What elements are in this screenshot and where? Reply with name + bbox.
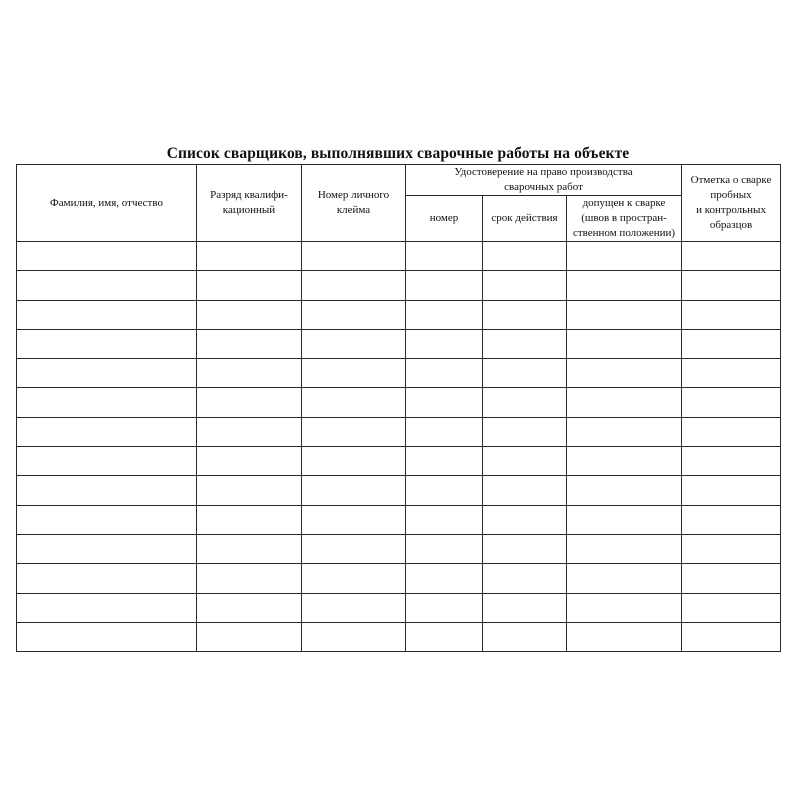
cell-test-samples[interactable] — [682, 271, 781, 300]
cell-full-name[interactable] — [17, 300, 197, 329]
cell-certificate-admitted[interactable] — [567, 300, 682, 329]
cell-test-samples[interactable] — [682, 300, 781, 329]
cell-certificate-validity[interactable] — [483, 388, 567, 417]
document-title: Список сварщиков, выполнявших сварочные работы на объекте — [166, 145, 630, 162]
cell-stamp-number[interactable] — [302, 242, 406, 271]
cell-stamp-number[interactable] — [302, 271, 406, 300]
header-certificate-group: Удостоверение на право производства сварочных работ — [406, 165, 682, 196]
cell-qualification[interactable] — [197, 593, 302, 622]
table-row — [17, 329, 781, 358]
header-qualification: Разряд квалифи- кационный — [197, 165, 302, 242]
cell-certificate-admitted[interactable] — [567, 622, 682, 651]
table-row — [17, 388, 781, 417]
cell-qualification[interactable] — [197, 622, 302, 651]
cell-stamp-number[interactable] — [302, 359, 406, 388]
cell-stamp-number[interactable] — [302, 476, 406, 505]
cell-qualification[interactable] — [197, 476, 302, 505]
table-row — [17, 417, 781, 446]
cell-stamp-number[interactable] — [302, 505, 406, 534]
header-certificate-number: номер — [406, 196, 483, 242]
cell-certificate-validity[interactable] — [483, 271, 567, 300]
cell-qualification[interactable] — [197, 534, 302, 563]
cell-certificate-admitted[interactable] — [567, 505, 682, 534]
table-row — [17, 593, 781, 622]
cell-full-name[interactable] — [17, 359, 197, 388]
cell-test-samples[interactable] — [682, 534, 781, 563]
welders-table — [16, 164, 781, 652]
cell-qualification[interactable] — [197, 447, 302, 476]
cell-test-samples[interactable] — [682, 476, 781, 505]
cell-test-samples[interactable] — [682, 388, 781, 417]
cell-certificate-validity[interactable] — [483, 242, 567, 271]
cell-certificate-number[interactable] — [406, 388, 483, 417]
cell-test-samples[interactable] — [682, 359, 781, 388]
cell-full-name[interactable] — [17, 417, 197, 446]
cell-certificate-admitted[interactable] — [567, 271, 682, 300]
cell-stamp-number[interactable] — [302, 388, 406, 417]
cell-full-name[interactable] — [17, 271, 197, 300]
cell-qualification[interactable] — [197, 271, 302, 300]
cell-test-samples[interactable] — [682, 593, 781, 622]
table-row — [17, 534, 781, 563]
cell-certificate-validity[interactable] — [483, 476, 567, 505]
cell-full-name[interactable] — [17, 534, 197, 563]
cell-certificate-validity[interactable] — [483, 359, 567, 388]
cell-certificate-admitted[interactable] — [567, 388, 682, 417]
cell-certificate-number[interactable] — [406, 359, 483, 388]
cell-certificate-validity[interactable] — [483, 505, 567, 534]
cell-test-samples[interactable] — [682, 622, 781, 651]
cell-certificate-admitted[interactable] — [567, 564, 682, 593]
table-row — [17, 271, 781, 300]
cell-certificate-admitted[interactable] — [567, 242, 682, 271]
table-body — [17, 242, 781, 652]
cell-test-samples[interactable] — [682, 329, 781, 358]
cell-qualification[interactable] — [197, 564, 302, 593]
cell-certificate-validity[interactable] — [483, 564, 567, 593]
table-row — [17, 476, 781, 505]
header-certificate-admitted: допущен к сварке (швов в простран- ственном положении) — [567, 196, 682, 242]
cell-certificate-number[interactable] — [406, 564, 483, 593]
cell-certificate-validity[interactable] — [483, 329, 567, 358]
cell-test-samples[interactable] — [682, 564, 781, 593]
cell-certificate-admitted[interactable] — [567, 593, 682, 622]
cell-certificate-admitted[interactable] — [567, 476, 682, 505]
cell-certificate-validity[interactable] — [483, 300, 567, 329]
table-row — [17, 622, 781, 651]
cell-certificate-number[interactable] — [406, 534, 483, 563]
cell-certificate-admitted[interactable] — [567, 329, 682, 358]
cell-stamp-number[interactable] — [302, 329, 406, 358]
header-certificate-validity: срок действия — [483, 196, 567, 242]
cell-stamp-number[interactable] — [302, 593, 406, 622]
cell-qualification[interactable] — [197, 242, 302, 271]
cell-full-name[interactable] — [17, 329, 197, 358]
cell-certificate-admitted[interactable] — [567, 417, 682, 446]
cell-full-name[interactable] — [17, 388, 197, 417]
table-row — [17, 300, 781, 329]
cell-stamp-number[interactable] — [302, 300, 406, 329]
cell-certificate-validity[interactable] — [483, 622, 567, 651]
cell-qualification[interactable] — [197, 417, 302, 446]
cell-full-name[interactable] — [17, 593, 197, 622]
cell-test-samples[interactable] — [682, 242, 781, 271]
cell-certificate-validity[interactable] — [483, 417, 567, 446]
cell-certificate-number[interactable] — [406, 300, 483, 329]
table-row — [17, 564, 781, 593]
cell-full-name[interactable] — [17, 505, 197, 534]
cell-full-name[interactable] — [17, 242, 197, 271]
cell-certificate-admitted[interactable] — [567, 447, 682, 476]
cell-certificate-number[interactable] — [406, 505, 483, 534]
cell-qualification[interactable] — [197, 505, 302, 534]
cell-test-samples[interactable] — [682, 505, 781, 534]
cell-full-name[interactable] — [17, 476, 197, 505]
header-test-samples: Отметка о сварке пробных и контрольных образцов — [682, 165, 781, 242]
header-full-name: Фамилия, имя, отчество — [17, 165, 197, 242]
cell-qualification[interactable] — [197, 300, 302, 329]
header-stamp-number: Номер личного клейма — [302, 165, 406, 242]
cell-stamp-number[interactable] — [302, 534, 406, 563]
cell-full-name[interactable] — [17, 564, 197, 593]
table-row — [17, 359, 781, 388]
cell-certificate-number[interactable] — [406, 593, 483, 622]
table-row — [17, 242, 781, 271]
cell-qualification[interactable] — [197, 388, 302, 417]
cell-certificate-number[interactable] — [406, 417, 483, 446]
cell-test-samples[interactable] — [682, 447, 781, 476]
cell-certificate-validity[interactable] — [483, 534, 567, 563]
cell-stamp-number[interactable] — [302, 564, 406, 593]
cell-stamp-number[interactable] — [302, 622, 406, 651]
cell-certificate-number[interactable] — [406, 242, 483, 271]
cell-certificate-admitted[interactable] — [567, 534, 682, 563]
table-row — [17, 505, 781, 534]
table-row — [17, 447, 781, 476]
cell-certificate-admitted[interactable] — [567, 359, 682, 388]
cell-test-samples[interactable] — [682, 417, 781, 446]
cell-certificate-number[interactable] — [406, 271, 483, 300]
cell-certificate-validity[interactable] — [483, 593, 567, 622]
cell-full-name[interactable] — [17, 622, 197, 651]
cell-stamp-number[interactable] — [302, 417, 406, 446]
cell-qualification[interactable] — [197, 329, 302, 358]
cell-certificate-number[interactable] — [406, 447, 483, 476]
table-header — [17, 165, 781, 242]
cell-full-name[interactable] — [17, 447, 197, 476]
cell-certificate-number[interactable] — [406, 622, 483, 651]
cell-certificate-number[interactable] — [406, 476, 483, 505]
cell-qualification[interactable] — [197, 359, 302, 388]
cell-stamp-number[interactable] — [302, 447, 406, 476]
cell-certificate-number[interactable] — [406, 329, 483, 358]
cell-certificate-validity[interactable] — [483, 447, 567, 476]
